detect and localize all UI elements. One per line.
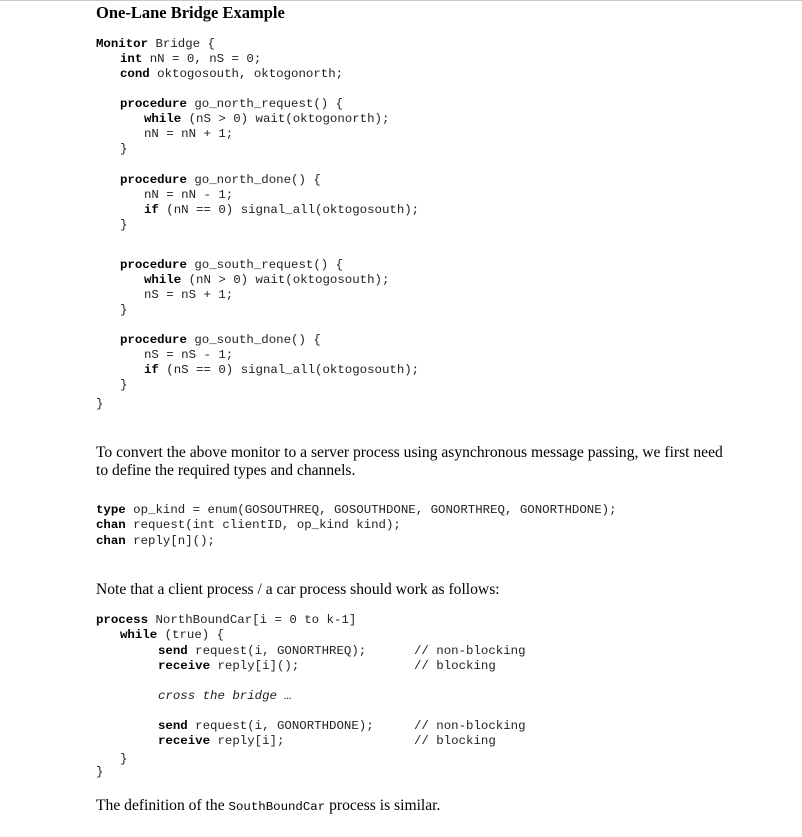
code-text: request(int clientID, op_kind kind); xyxy=(125,518,401,532)
code-text: Bridge { xyxy=(148,37,215,51)
paragraph-final xyxy=(96,797,440,816)
code-text: NorthBoundCar[i = 0 to k-1] xyxy=(148,613,357,627)
code-line xyxy=(96,613,356,628)
keyword: if xyxy=(144,203,159,217)
code-line xyxy=(120,628,224,643)
text: The definition of the xyxy=(96,797,229,814)
code-text: op_kind = enum(GOSOUTHREQ, GOSOUTHDONE, GONORTHREQ, GONORTHDONE); xyxy=(125,503,617,517)
keyword: procedure xyxy=(120,173,187,187)
code-text: go_north_done() { xyxy=(186,173,321,187)
code-line xyxy=(144,203,419,218)
code-text: go_south_done() { xyxy=(186,333,321,347)
keyword: int xyxy=(120,52,143,66)
code-text: nN = 0, nS = 0; xyxy=(142,52,262,66)
code-line: nS = nS + 1; xyxy=(144,288,234,302)
code-line xyxy=(96,518,401,533)
code-text: go_south_request() { xyxy=(186,258,344,272)
keyword: procedure xyxy=(120,97,187,111)
keyword: process xyxy=(96,613,149,627)
code-line: nS = nS - 1; xyxy=(144,348,234,362)
code-text: (nN > 0) wait(oktogosouth); xyxy=(181,273,390,287)
keyword: send xyxy=(158,644,188,658)
page-title: One-Lane Bridge Example xyxy=(96,3,285,22)
code-text: go_north_request() { xyxy=(186,97,344,111)
keyword: type xyxy=(96,503,126,517)
code-comment: // blocking xyxy=(414,659,496,673)
code-comment: // non-blocking xyxy=(414,644,526,658)
code-text: request(i, GONORTHREQ); xyxy=(187,644,367,658)
code-line: nN = nN + 1; xyxy=(144,127,234,141)
code-line: } xyxy=(120,303,128,317)
code-comment: // non-blocking xyxy=(414,719,526,733)
code-text: reply[i]; xyxy=(210,734,285,748)
code-line xyxy=(120,173,321,188)
code-text: reply[n](); xyxy=(125,534,215,548)
code-line xyxy=(96,37,215,52)
keyword: chan xyxy=(96,518,126,532)
keyword: send xyxy=(158,719,188,733)
keyword: procedure xyxy=(120,258,187,272)
code-line xyxy=(120,67,343,82)
code-text: (nN == 0) signal_all(oktogosouth); xyxy=(158,203,420,217)
code-line xyxy=(144,112,389,127)
code-line xyxy=(120,97,343,112)
code-line xyxy=(144,273,389,288)
code-line: } xyxy=(120,752,128,766)
code-line xyxy=(144,363,419,378)
code-line: } xyxy=(96,765,104,779)
keyword: chan xyxy=(96,534,126,548)
keyword: cond xyxy=(120,67,150,81)
code-line: } xyxy=(120,142,128,156)
paragraph-convert: To convert the above monitor to a server process using asynchronous message passing, we first need to define the required types and channels. xyxy=(96,444,723,479)
code-line: } xyxy=(120,218,128,232)
top-rule xyxy=(0,0,802,1)
text: process is similar. xyxy=(325,797,441,814)
keyword: if xyxy=(144,363,159,377)
code-line xyxy=(120,52,261,67)
code-text: reply[i](); xyxy=(210,659,300,673)
code-line: } xyxy=(120,378,128,392)
keyword: receive xyxy=(158,659,211,673)
code-line: nN = nN - 1; xyxy=(144,188,234,202)
keyword: while xyxy=(144,112,182,126)
code-text: (nS > 0) wait(oktogonorth); xyxy=(181,112,390,126)
code-text: oktogosouth, oktogonorth; xyxy=(149,67,344,81)
code-line xyxy=(158,644,366,659)
code-text: request(i, GONORTHDONE); xyxy=(187,719,374,733)
code-line xyxy=(96,503,617,518)
code-line: } xyxy=(96,397,104,411)
keyword: while xyxy=(144,273,182,287)
code-line xyxy=(158,719,374,734)
code-comment: // blocking xyxy=(414,734,496,748)
code-line xyxy=(158,734,284,749)
code-line xyxy=(96,534,215,549)
paragraph-note: Note that a client process / a car process should work as follows: xyxy=(96,581,500,598)
inline-code: SouthBoundCar xyxy=(228,800,326,814)
code-line xyxy=(120,333,321,348)
code-text: (nS == 0) signal_all(oktogosouth); xyxy=(158,363,420,377)
code-line xyxy=(120,258,343,273)
keyword: while xyxy=(120,628,158,642)
keyword: procedure xyxy=(120,333,187,347)
keyword: receive xyxy=(158,734,211,748)
code-line xyxy=(158,659,299,674)
code-text: (true) { xyxy=(157,628,225,642)
keyword: Monitor xyxy=(96,37,149,51)
code-line: cross the bridge … xyxy=(158,689,292,703)
